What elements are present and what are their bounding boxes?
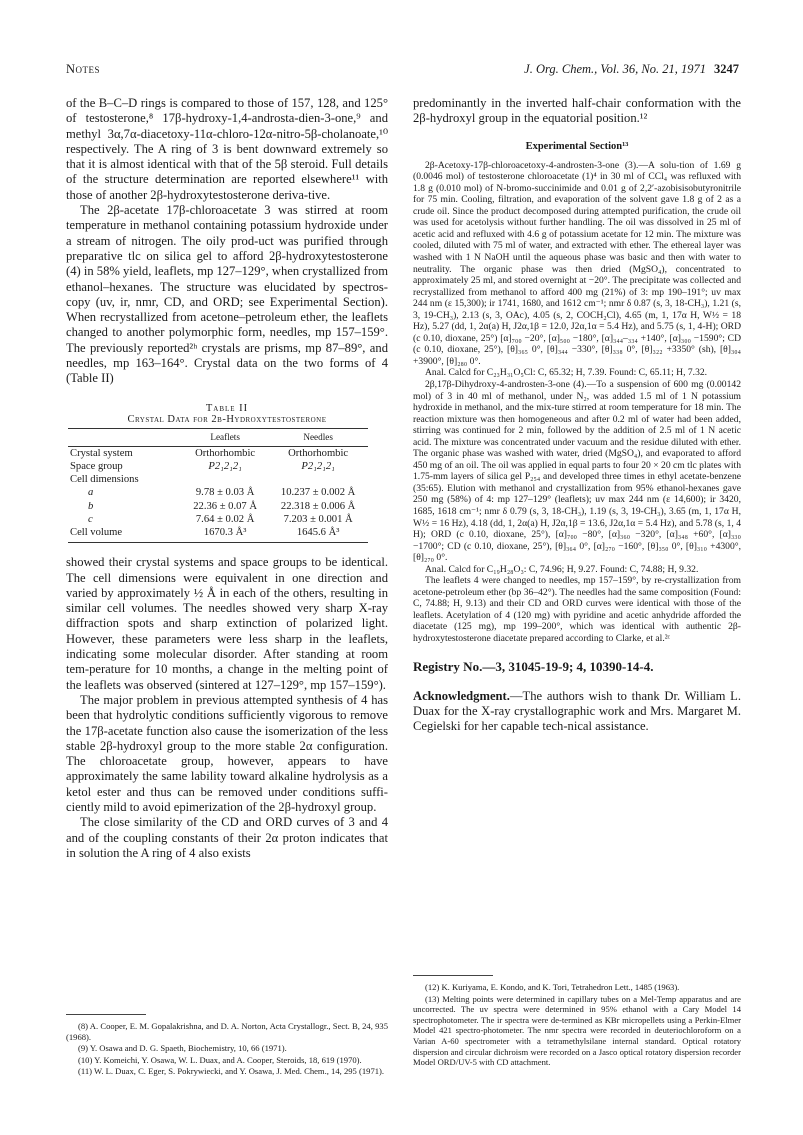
- crystal-data-table: [68, 428, 368, 544]
- table-row: [68, 513, 368, 526]
- paragraph-4: The major problem in previous attempted synthesis of 4 has been that hydrolytic conditions sufficiently vigorous to remove the 17β-acetate function also cause the isomerization of the less stable 2β-hydroxyl group to the more stable 2α configuration. The chloroacetate group, however, appears to have approximately the same lability toward alkaline hydrolysis as a ketol ester and thus can be removed under conditions suffi-ciently mild to avoid epimerization of the 2β-hydroxyl group.: [66, 692, 388, 815]
- row-label: c: [88, 513, 93, 525]
- table-caption: Table II: [205, 402, 249, 414]
- left-column: [66, 96, 388, 861]
- leaflets-value: P2₁2₁2₁: [208, 461, 242, 473]
- needles-value: [268, 473, 368, 486]
- footnote-8: (8) A. Cooper, E. M. Gopalakrishna, and D. A. Norton, Acta Crystallogr., Sect. B, 24, 935 (1968).: [66, 1021, 388, 1042]
- row-label: Space group: [70, 461, 123, 473]
- table-header-empty: [68, 428, 182, 446]
- table-row: [68, 446, 368, 460]
- leaflets-value: Orthorhombic: [195, 447, 256, 459]
- needles-value: 10.237 ± 0.002 Å: [280, 487, 356, 499]
- experimental-compound-4: 2β,17β-Dihydroxy-4-androsten-3-one (4).—To a suspension of 600 mg (0.00142 mol) of 3 in 40 ml of methanol, under N₂, was added 1.5 ml of 1 N potassium hydroxide in methanol, and the mix-ture stirred at room temperature for 18 min. The reaction mixture was then homogeneous and after 0.2 ml of water had been added, stirring was continued for 2 min, followed by the addition of 2.5 ml of 1 N acetic acid. The mixture was concentrated under vacuum and the residue diluted with ether. The organic phase was washed with water, dried (MgSO₄), and evaporated to afford 450 mg of an oil. The oil was applied in equal parts to four 20 × 20 cm tlc plates with 1.75-mm layers of silica gel P₂₅₄ and developed three times in ethyl acetate-benzene (35:65). Elution with methanol and crystallization from 95% ethanol-hexanes gave 250 mg (58%) of 4: mp 127–129° (leaflets); uv max 244 nm (ε 14,600); ir 3420, 1685, 1618 cm⁻¹; nmr δ 0.79 (s, 3, 18-CH₃), 1.19 (s, 3, 19-CH₃), 3.65 (m, 1, 17α H, W½ = 16 Hz), 4.18 (dd, 1, 2α(a) H, J2α,1β = 13.6, J2α,1α = 5.4 Hz), and 5.78 (s, 1, 4 H); ORD (c 0.10, dioxane, 25°), [α]₇₀₀ −80°, [α]₃₆₀ −320°, [α]₃₄₈ +60°, [α]₃₃₀ −1700°; CD (c 0.10, dioxane, 25°), [θ]₃₆₄ 0°, [α]₂₇₀ −160°, [θ]₃₅₀ 0°, [θ]₃₁₀ +4300°, [θ]₂₇₀ 0°.: [413, 378, 741, 564]
- footnote-9: (9) Y. Osawa and D. G. Spaeth, Biochemistry, 10, 66 (1971).: [78, 1043, 287, 1054]
- leaflets-value: 1670.3 Å³: [182, 526, 268, 543]
- paragraph-5: The close similarity of the CD and ORD curves of 3 and 4 and of the coupling constants of their 2α proton indicates that in solution the A ring of 4 also exists: [66, 815, 388, 860]
- experimental-needles: The leaflets 4 were changed to needles, mp 157–159°, by re-crystallization from acetone-petroleum ether (bp 36–42°). The needles had the same composition (Found: C, 74.88; H, 9.13) and their CD and ORD curves were identical with those of the leaflets. Acetylation of 4 (120 mg) with pyridine and acetic anhydride afforded the diacetate (125 mg), mp 199–200°, which was identical with authentic 2β-hydroxytestosterone diacetate prepared according to Clarke, et al.²ᶜ: [413, 575, 741, 645]
- leaflets-value: [182, 473, 268, 486]
- page-header: [66, 62, 739, 80]
- analysis-compound-3: Anal. Calcd for C₂₃H₃₁O₅Cl: C, 65.32; H, 7.39. Found: C, 65.11; H, 7.32.: [425, 367, 708, 379]
- leaflets-value: 9.78 ± 0.03 Å: [195, 487, 255, 499]
- footnotes-left: [66, 1000, 388, 1078]
- table-row: [68, 460, 368, 473]
- table-row: [68, 500, 368, 513]
- leaflets-value: 22.36 ± 0.07 Å: [193, 500, 258, 512]
- paragraph-1: of the B–C–D rings is compared to those of 157, 128, and 125° of testosterone,⁸ 17β-hydroxy-1,4-androsta-dien-3-one,⁹ and methyl 3α,7α-diacetoxy-11α-chloro-12α-nitro-5β-cholanoate,¹⁰ respectively. The A ring of 3 is bent downward extremely so that it is almost identical with that of the 5β steroid. Full details of the structure determination are reported elsewhere¹¹ with those of another 2β-hydroxytestosterone deriva-tive.: [66, 96, 388, 202]
- footnotes-right: [413, 961, 741, 1069]
- table-row: [68, 473, 368, 486]
- row-label: Crystal system: [70, 447, 133, 459]
- journal-citation: [524, 62, 739, 77]
- table-title: Crystal Data for 2β-Hydroxytestosterone: [127, 413, 327, 425]
- experimental-section-title: Experimental Section¹³: [525, 140, 629, 152]
- row-label: Cell volume: [68, 526, 182, 543]
- section-label: Notes: [66, 62, 101, 76]
- acknowledgment-heading: Acknowledgment.: [413, 688, 510, 703]
- needles-value: 1645.6 Å³: [268, 526, 368, 543]
- paragraph-3: showed their crystal systems and space groups to be identical. The cell dimensions were equivalent in one direction and varied by approximately ½ Å in each of the others, resulting in similar cell volumes. The needles showed very sharp X-ray diffraction spots and sharp extinction of polarized light. However, these parameters were less sharp in the leaflets, indicating some molecular disorder. After standing at room tem-perature for 10 months, a change in the melting point of the leaflets was observed (sintered at 127–129°, mp 157–159°).: [66, 555, 388, 692]
- needles-value: 22.318 ± 0.006 Å: [280, 500, 356, 512]
- analysis-compound-4: Anal. Calcd for C₁₉H₂₈O₃: C, 74.96; H, 9.27. Found: C, 74.88; H, 9.32.: [425, 563, 699, 575]
- footnote-rule: [413, 975, 493, 976]
- row-label: a: [88, 487, 94, 499]
- footnote-rule: [66, 1014, 146, 1015]
- page-number: 3247: [714, 62, 739, 76]
- leaflets-value: 7.64 ± 0.02 Å: [195, 513, 255, 525]
- acknowledgment: [413, 689, 741, 735]
- journal-name: J. Org. Chem., Vol. 36, No. 21, 1971: [524, 62, 706, 76]
- table-header-needles: Needles: [268, 428, 368, 446]
- table-header-leaflets: Leaflets: [182, 428, 268, 446]
- spacer: [66, 543, 388, 555]
- footnote-13: (13) Melting points were determined in capillary tubes on a Mel-Temp apparatus and are uncorrected. The uv spectra were determined in 95% ethanol with a Cary Model 14 spectrophotometer. The ir spectra were de-termined as KBr micropellets using a Perkin-Elmer Model 421 spectro-photometer. The nmr spectra were recorded in deuteriochloroform on a Varian A-60 spectrometer with a tetramethylsilane internal standard. Optical rotatory dispersion and circular dichroism were recorded on a Jasco optical rotatory dispersion recorder Model ORD/UV-5 with CD attachment.: [413, 993, 741, 1068]
- registry-numbers: Registry No.—3, 31045-19-9; 4, 10390-14-4.: [413, 658, 654, 674]
- experimental-compound-3: 2β-Acetoxy-17β-chloroacetoxy-4-androsten-3-one (3).—A solu-tion of 1.69 g (0.0046 mol) of testosterone chloroacetate (1)⁴ in 30 ml of CCl₄ was refluxed with 1.8 g (0.010 mol) of N-bromo-succinimide and 0.01 g of 2,2′-azobisisobutyronitrile for 75 min. Cooling, filtration, and evaporation of the solvent gave 1.8 g of 2 as a crude oil. Since the product decomposed during attempted purification, the crude oil was used for acetolysis without further handling. The oil was dissolved in 25 ml of acetic acid and refluxed with 4.6 g of potassium acetate for 12 min. The mixture was cooled, diluted with 75 ml of water, and extracted with ether. The ethereal layer was washed with 1 N NaOH until the aqueous phase was basic and then with water to neutrality. The organic phase was then dried (MgSO₄), concentrated to approximately 25 ml, and stored overnight at −20°. The precipitate was collected and recrystallized from methanol to afford 400 mg (21%) of 3: mp 190–191°; uv max 244 nm (ε 15,300); ir 1741, 1680, and 1612 cm⁻¹; nmr δ 0.87 (s, 3, 18-CH₃), 1.21 (s, 3, 19-CH₃), 2.13 (s, 3, OAc), 4.05 (s, 2, COCH₂Cl), 4.65 (m, 1, 17α H, W½ = 18 Hz), 5.27 (dd, 1, 2α(a) H, J2α,1β = 12.0, J2α,1α = 5.4 Hz), and 5.75 (s, 1, 4-H); ORD (c 0.10, dioxane, 25°) [α]₇₀₀ −20°, [α]₅₀₀ −180°, [α]₃₄₄–₃₃₄ +140°, [α]₃₀₀ −1590°; CD (c 0.10, dioxane, 25°), [θ]₃₆₅ 0°, [θ]₃₄₄ −330°, [θ]₃₃₈ 0°, [θ]₃₂₂ +3350° (sh), [θ]₃₀₄ +3900°, [θ]₂₈₀ 0°.: [413, 159, 741, 367]
- paragraph-2: The 2β-acetate 17β-chloroacetate 3 was stirred at room temperature in methanol containing potassium hydroxide under a stream of nitrogen. The oily prod-uct was purified through preparative tlc on silica gel to afford 2β-hydroxytestosterone (4) in 58% yield, leaflets, mp 127–129°, when crystallized from ethanol–hexanes. The structure was elucidated by spectros-copy (uv, ir, nmr, CD, and ORD; see Experimental Section). When recrystallized from acetone–petroleum ether, the leaflets changed to another polymorphic form, needles, mp 157–159°. The previously reported²ʰ crystals are prisms, mp 87–89°, and needles, mp 163–164°. Crystal data on the two forms of 4 (Table II): [66, 203, 388, 386]
- paragraph-continuation: predominantly in the inverted half-chair conformation with the 2β-hydroxyl group in the equatorial position.¹²: [413, 96, 741, 126]
- footnote-10: (10) Y. Komeichi, Y. Osawa, W. L. Duax, and A. Cooper, Steroids, 18, 619 (1970).: [78, 1054, 362, 1065]
- acknowledgment-text: —The authors wish to thank Dr. William L. Duax for the X-ray crystallographic work and Mrs. Margaret M. Cegielski for her capable tech-nical assistance.: [413, 688, 741, 734]
- table-row: [68, 486, 368, 499]
- table-row: [68, 526, 368, 543]
- footnote-11: (11) W. L. Duax, C. Eger, S. Pokrywiecki, and Y. Osawa, J. Med. Chem., 14, 295 (1971).: [78, 1066, 385, 1077]
- footnote-12: (12) K. Kuriyama, E. Kondo, and K. Tori, Tetrahedron Lett., 1485 (1963).: [425, 982, 680, 992]
- needles-value: Orthorhombic: [288, 447, 349, 459]
- row-label: Cell dimensions: [70, 474, 139, 486]
- needles-value: 7.203 ± 0.001 Å: [283, 513, 353, 525]
- table-header-row: [68, 428, 368, 446]
- needles-value: P2₁2₁2₁: [301, 461, 335, 473]
- row-label: b: [88, 500, 94, 512]
- right-column: [413, 96, 741, 734]
